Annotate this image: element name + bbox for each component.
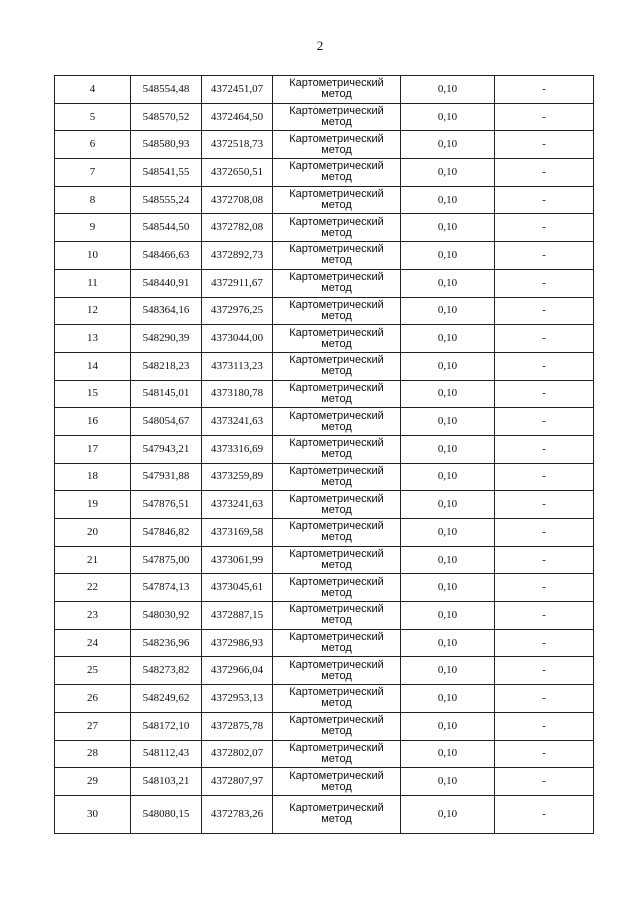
accuracy-value: 0,10 <box>401 186 495 214</box>
accuracy-value: 0,10 <box>401 103 495 131</box>
point-description: - <box>495 712 594 740</box>
coordinate-y: 4372892,73 <box>202 242 273 270</box>
point-number: 7 <box>55 159 131 187</box>
coordinate-x: 548554,48 <box>131 76 202 104</box>
determination-method: Картометрический метод <box>273 103 401 131</box>
accuracy-value: 0,10 <box>401 325 495 353</box>
point-description: - <box>495 159 594 187</box>
point-number: 27 <box>55 712 131 740</box>
point-number: 22 <box>55 574 131 602</box>
table-row <box>55 657 594 685</box>
table-row <box>55 76 594 104</box>
determination-method: Картометрический метод <box>273 159 401 187</box>
point-description: - <box>495 76 594 104</box>
coordinate-x: 548544,50 <box>131 214 202 242</box>
coordinate-x: 548541,55 <box>131 159 202 187</box>
point-description: - <box>495 214 594 242</box>
coordinate-x: 547874,13 <box>131 574 202 602</box>
determination-method: Картометрический метод <box>273 685 401 713</box>
coordinate-y: 4373044,00 <box>202 325 273 353</box>
coordinate-x: 548249,62 <box>131 685 202 713</box>
coordinate-x: 547875,00 <box>131 546 202 574</box>
coordinate-y: 4373241,63 <box>202 408 273 436</box>
coordinate-x: 548364,16 <box>131 297 202 325</box>
coordinate-y: 4372783,26 <box>202 795 273 833</box>
accuracy-value: 0,10 <box>401 629 495 657</box>
determination-method: Картометрический метод <box>273 325 401 353</box>
accuracy-value: 0,10 <box>401 352 495 380</box>
coordinate-y: 4372976,25 <box>202 297 273 325</box>
coordinate-y: 4372875,78 <box>202 712 273 740</box>
coordinates-table-body <box>55 76 594 834</box>
point-description: - <box>495 131 594 159</box>
point-number: 12 <box>55 297 131 325</box>
determination-method: Картометрический метод <box>273 242 401 270</box>
coordinate-y: 4373113,23 <box>202 352 273 380</box>
determination-method: Картометрический метод <box>273 76 401 104</box>
determination-method: Картометрический метод <box>273 740 401 768</box>
accuracy-value: 0,10 <box>401 159 495 187</box>
point-description: - <box>495 463 594 491</box>
coordinate-y: 4372807,97 <box>202 768 273 796</box>
table-row <box>55 685 594 713</box>
point-description: - <box>495 269 594 297</box>
accuracy-value: 0,10 <box>401 76 495 104</box>
determination-method: Картометрический метод <box>273 269 401 297</box>
accuracy-value: 0,10 <box>401 574 495 602</box>
coordinates-table <box>54 75 594 834</box>
coordinate-x: 548218,23 <box>131 352 202 380</box>
accuracy-value: 0,10 <box>401 519 495 547</box>
coordinate-x: 547943,21 <box>131 435 202 463</box>
accuracy-value: 0,10 <box>401 435 495 463</box>
point-description: - <box>495 629 594 657</box>
determination-method: Картометрический метод <box>273 768 401 796</box>
table-row <box>55 546 594 574</box>
table-row <box>55 408 594 436</box>
coordinate-y: 4372782,08 <box>202 214 273 242</box>
coordinate-x: 548172,10 <box>131 712 202 740</box>
coordinate-x: 548466,63 <box>131 242 202 270</box>
table-row <box>55 712 594 740</box>
coordinate-y: 4373241,63 <box>202 491 273 519</box>
accuracy-value: 0,10 <box>401 131 495 159</box>
point-description: - <box>495 519 594 547</box>
point-number: 11 <box>55 269 131 297</box>
table-row <box>55 131 594 159</box>
table-row <box>55 463 594 491</box>
table-row <box>55 214 594 242</box>
point-description: - <box>495 352 594 380</box>
point-description: - <box>495 325 594 353</box>
coordinate-y: 4372966,04 <box>202 657 273 685</box>
coordinate-y: 4372464,50 <box>202 103 273 131</box>
coordinate-x: 548580,93 <box>131 131 202 159</box>
point-description: - <box>495 103 594 131</box>
point-number: 28 <box>55 740 131 768</box>
determination-method: Картометрический метод <box>273 546 401 574</box>
determination-method: Картометрический метод <box>273 186 401 214</box>
table-row <box>55 186 594 214</box>
table-row <box>55 103 594 131</box>
point-description: - <box>495 795 594 833</box>
determination-method: Картометрический метод <box>273 214 401 242</box>
accuracy-value: 0,10 <box>401 795 495 833</box>
point-description: - <box>495 574 594 602</box>
determination-method: Картометрический метод <box>273 408 401 436</box>
point-description: - <box>495 740 594 768</box>
coordinate-x: 548103,21 <box>131 768 202 796</box>
accuracy-value: 0,10 <box>401 602 495 630</box>
table-row <box>55 519 594 547</box>
coordinate-x: 547931,88 <box>131 463 202 491</box>
accuracy-value: 0,10 <box>401 546 495 574</box>
table-row <box>55 297 594 325</box>
point-description: - <box>495 546 594 574</box>
coordinate-y: 4373169,58 <box>202 519 273 547</box>
coordinate-y: 4372451,07 <box>202 76 273 104</box>
determination-method: Картометрический метод <box>273 657 401 685</box>
coordinate-y: 4372953,13 <box>202 685 273 713</box>
coordinate-x: 548273,82 <box>131 657 202 685</box>
accuracy-value: 0,10 <box>401 712 495 740</box>
coordinate-x: 548570,52 <box>131 103 202 131</box>
coordinate-y: 4372911,67 <box>202 269 273 297</box>
coordinate-y: 4372986,93 <box>202 629 273 657</box>
determination-method: Картометрический метод <box>273 463 401 491</box>
determination-method: Картометрический метод <box>273 795 401 833</box>
page-number: 2 <box>316 38 324 53</box>
point-description: - <box>495 186 594 214</box>
table-row <box>55 435 594 463</box>
accuracy-value: 0,10 <box>401 657 495 685</box>
coordinate-y: 4372802,07 <box>202 740 273 768</box>
coordinate-x: 548236,96 <box>131 629 202 657</box>
coordinate-x: 548290,39 <box>131 325 202 353</box>
point-description: - <box>495 242 594 270</box>
accuracy-value: 0,10 <box>401 214 495 242</box>
point-number: 10 <box>55 242 131 270</box>
point-number: 20 <box>55 519 131 547</box>
coordinate-x: 548080,15 <box>131 795 202 833</box>
coordinate-y: 4373316,69 <box>202 435 273 463</box>
point-description: - <box>495 685 594 713</box>
point-number: 5 <box>55 103 131 131</box>
point-description: - <box>495 380 594 408</box>
table-row <box>55 740 594 768</box>
accuracy-value: 0,10 <box>401 380 495 408</box>
coordinate-y: 4373061,99 <box>202 546 273 574</box>
table-row <box>55 574 594 602</box>
point-description: - <box>495 435 594 463</box>
accuracy-value: 0,10 <box>401 408 495 436</box>
coordinate-y: 4372887,15 <box>202 602 273 630</box>
accuracy-value: 0,10 <box>401 269 495 297</box>
determination-method: Картометрический метод <box>273 435 401 463</box>
table-row <box>55 352 594 380</box>
coordinate-x: 547876,51 <box>131 491 202 519</box>
coordinate-x: 547846,82 <box>131 519 202 547</box>
determination-method: Картометрический метод <box>273 352 401 380</box>
point-description: - <box>495 297 594 325</box>
accuracy-value: 0,10 <box>401 463 495 491</box>
point-description: - <box>495 657 594 685</box>
point-number: 8 <box>55 186 131 214</box>
table-row <box>55 159 594 187</box>
table-row <box>55 491 594 519</box>
accuracy-value: 0,10 <box>401 491 495 519</box>
point-number: 19 <box>55 491 131 519</box>
determination-method: Картометрический метод <box>273 297 401 325</box>
table-row <box>55 629 594 657</box>
coordinate-x: 548440,91 <box>131 269 202 297</box>
point-number: 6 <box>55 131 131 159</box>
point-number: 14 <box>55 352 131 380</box>
table-row <box>55 380 594 408</box>
point-number: 25 <box>55 657 131 685</box>
accuracy-value: 0,10 <box>401 685 495 713</box>
determination-method: Картометрический метод <box>273 519 401 547</box>
determination-method: Картометрический метод <box>273 380 401 408</box>
point-number: 29 <box>55 768 131 796</box>
accuracy-value: 0,10 <box>401 740 495 768</box>
table-row <box>55 325 594 353</box>
accuracy-value: 0,10 <box>401 297 495 325</box>
point-description: - <box>495 768 594 796</box>
coordinate-y: 4372518,73 <box>202 131 273 159</box>
point-description: - <box>495 491 594 519</box>
determination-method: Картометрический метод <box>273 574 401 602</box>
determination-method: Картометрический метод <box>273 629 401 657</box>
point-number: 15 <box>55 380 131 408</box>
accuracy-value: 0,10 <box>401 768 495 796</box>
table-row <box>55 602 594 630</box>
coordinate-y: 4373180,78 <box>202 380 273 408</box>
point-number: 30 <box>55 795 131 833</box>
coordinate-x: 548030,92 <box>131 602 202 630</box>
point-description: - <box>495 602 594 630</box>
determination-method: Картометрический метод <box>273 131 401 159</box>
table-row <box>55 242 594 270</box>
point-number: 9 <box>55 214 131 242</box>
point-number: 4 <box>55 76 131 104</box>
point-description: - <box>495 408 594 436</box>
coordinate-x: 548555,24 <box>131 186 202 214</box>
point-number: 13 <box>55 325 131 353</box>
point-number: 26 <box>55 685 131 713</box>
point-number: 24 <box>55 629 131 657</box>
table-row <box>55 768 594 796</box>
coordinate-y: 4373259,89 <box>202 463 273 491</box>
determination-method: Картометрический метод <box>273 712 401 740</box>
point-number: 16 <box>55 408 131 436</box>
coordinate-x: 548112,43 <box>131 740 202 768</box>
table-row <box>55 269 594 297</box>
determination-method: Картометрический метод <box>273 602 401 630</box>
coordinate-y: 4373045,61 <box>202 574 273 602</box>
point-number: 23 <box>55 602 131 630</box>
point-number: 21 <box>55 546 131 574</box>
determination-method: Картометрический метод <box>273 491 401 519</box>
table-row <box>55 795 594 833</box>
point-number: 17 <box>55 435 131 463</box>
accuracy-value: 0,10 <box>401 242 495 270</box>
point-number: 18 <box>55 463 131 491</box>
coordinate-x: 548054,67 <box>131 408 202 436</box>
coordinate-y: 4372708,08 <box>202 186 273 214</box>
coordinate-y: 4372650,51 <box>202 159 273 187</box>
coordinate-x: 548145,01 <box>131 380 202 408</box>
